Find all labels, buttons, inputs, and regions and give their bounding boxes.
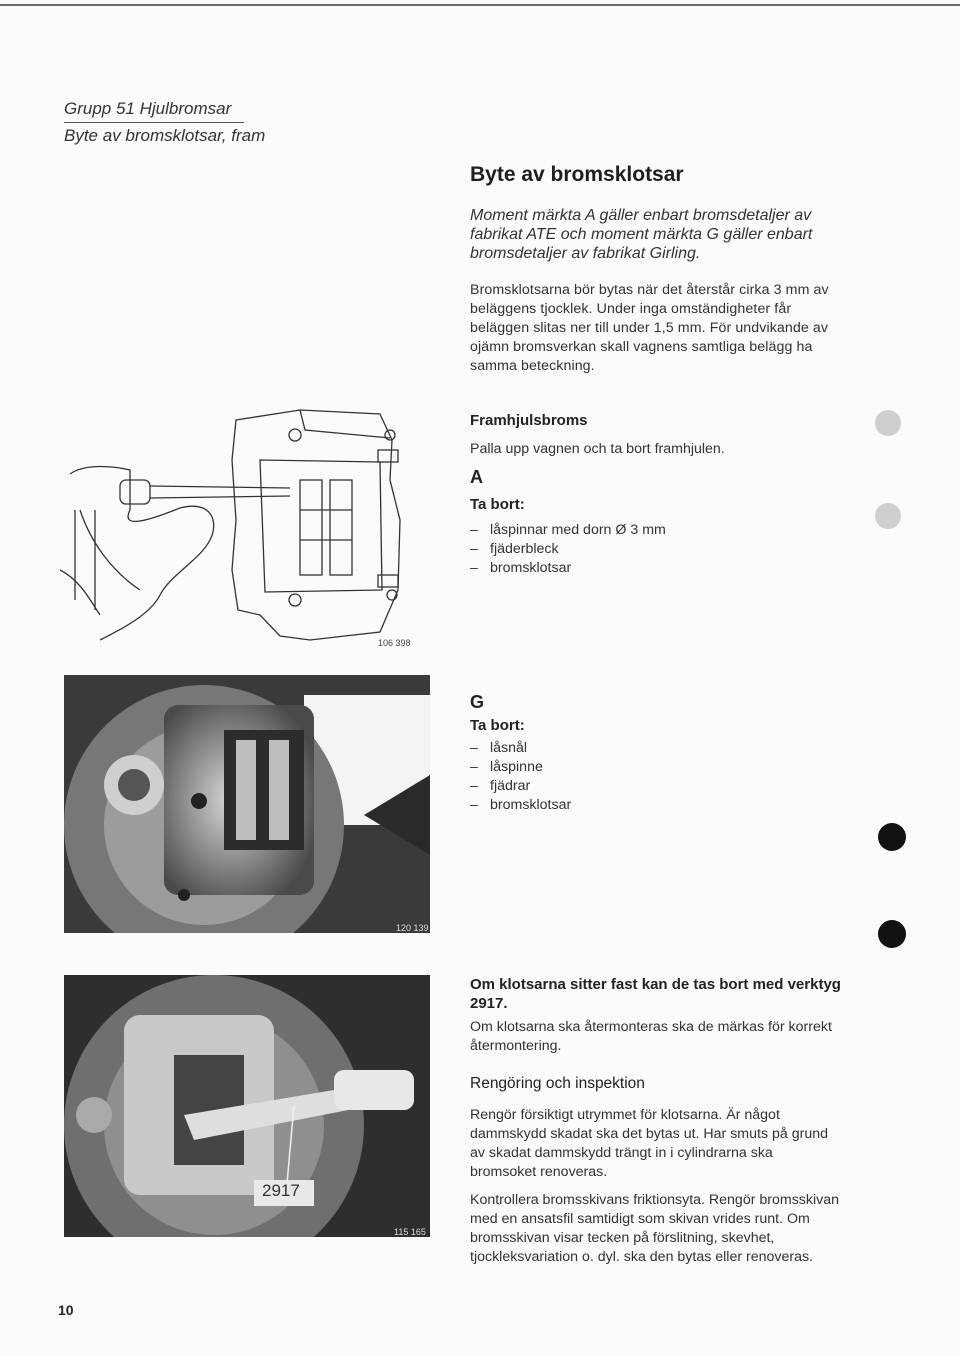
figure-tool-photo xyxy=(64,975,430,1237)
figure-number: 106 398 xyxy=(378,638,411,648)
header-group-title: Grupp 51 Hjulbromsar xyxy=(64,96,244,123)
list-item: – bromsklotsar xyxy=(470,559,850,578)
section-cleaning-para2: Kontrollera bromsskivans friktionsyta. Rengör bromsskivan med en ansatsfil samtidigt som skivan vrides runt. Om bromsskivan visar tecken på förslitning, skevhet, tjockleksvariation o. dyl. ska den bytas eller renoveras. xyxy=(470,1192,840,1265)
page-header xyxy=(64,96,265,148)
section-stuck-heading: Om klotsarna sitter fast kan de tas bort med verktyg 2917. xyxy=(470,976,841,1012)
list-item: – låspinnar med dorn Ø 3 mm xyxy=(470,521,850,540)
section-cleaning xyxy=(470,1075,842,1267)
section-a-heading: Framhjulsbroms xyxy=(470,412,588,429)
list-item: – fjäderbleck xyxy=(470,540,850,559)
section-a xyxy=(470,412,850,578)
list-item: – låspinne xyxy=(470,758,850,777)
section-a-list xyxy=(470,521,850,578)
intro-paragraph: Bromsklotsarna bör bytas när det återstår cirka 3 mm av beläggens tjocklek. Under inga omständigheter får beläggen slitas ner till under 1,5 mm. För undvikande av ojämn bromsverkan skall vagnens samtliga belägg ha samma beteckning. xyxy=(470,282,829,374)
punch-hole xyxy=(875,410,901,436)
list-item: – bromsklotsar xyxy=(470,796,850,815)
section-g-letter: G xyxy=(470,692,485,712)
page-number: 10 xyxy=(58,1302,74,1318)
header-subtitle: Byte av bromsklotsar, fram xyxy=(64,126,266,145)
section-cleaning-para1: Rengör försiktigt utrymmet för klotsarna. Är något dammskydd skadat ska det bytas ut. Har smuts på grund av skadat dammskydd trängt in i cylindrarna ska bromsoket renoveras. xyxy=(470,1107,829,1180)
figure-girling-caliper-photo xyxy=(64,675,430,933)
tool-photo xyxy=(64,975,430,1237)
section-g xyxy=(470,692,850,815)
section-g-remove-label: Ta bort: xyxy=(470,717,525,734)
figure-number: 115 165 xyxy=(394,1227,426,1237)
caliper-photo xyxy=(64,675,430,933)
section-stuck-pads xyxy=(470,975,842,1056)
figure-ate-caliper-drawing xyxy=(60,400,420,650)
page-title: Byte av bromsklotsar xyxy=(470,163,684,186)
section-a-text: Palla upp vagnen och ta bort framhjulen. xyxy=(470,441,725,457)
top-rule xyxy=(0,4,960,6)
caliper-line-drawing xyxy=(60,400,420,650)
list-item: – låsnål xyxy=(470,739,850,758)
intro-italic-paragraph: Moment märkta A gäller enbart bromsdetaljer av fabrikat ATE och moment märkta G gäller enbart bromsdetaljer av fabrikat Girling. xyxy=(470,207,813,262)
section-g-list xyxy=(470,739,850,815)
tool-label: 2917 xyxy=(262,1181,300,1200)
list-item: – fjädrar xyxy=(470,777,850,796)
section-a-remove-label: Ta bort: xyxy=(470,496,525,513)
section-a-letter: A xyxy=(470,467,483,487)
punch-hole xyxy=(875,503,901,529)
punch-hole xyxy=(878,823,906,851)
punch-hole xyxy=(878,920,906,948)
section-stuck-text: Om klotsarna ska återmonteras ska de märkas för korrekt återmontering. xyxy=(470,1019,832,1054)
section-cleaning-heading: Rengöring och inspektion xyxy=(470,1075,645,1092)
figure-number: 120 139 xyxy=(396,923,429,933)
